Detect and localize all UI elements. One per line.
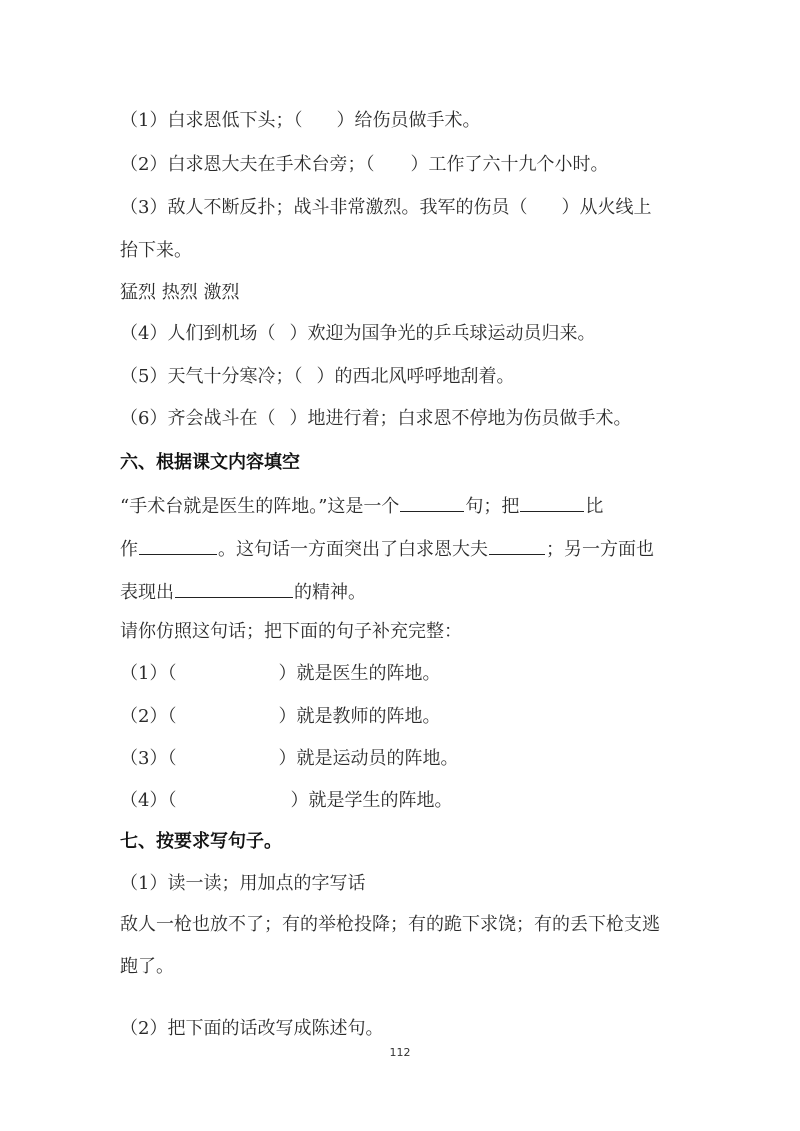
q6-line-2: 作 。这句话一方面突出了白求恩大夫 ；另一方面也 — [120, 536, 700, 562]
section-6-heading: 六、根据课文内容填空 — [120, 452, 300, 473]
fill-blank[interactable] — [520, 493, 584, 512]
q5-item-1: （1）白求恩低下头；（ ）给伤员做手术。 — [120, 110, 481, 131]
fill-blank[interactable] — [175, 579, 293, 598]
q5-item-2: （2）白求恩大夫在手术台旁；（ ）工作了六十九个小时。 — [120, 154, 609, 175]
q5-item-5: （5）天气十分寒冷；（ ）的西北风呼呼地刮着。 — [120, 366, 515, 387]
q7-sentence-line-1: 敌人一枪也放不了；有的举枪投降；有的跪下求饶；有的丢下枪支逃 — [120, 914, 660, 935]
q5-item-3-continuation: 抬下来。 — [120, 240, 192, 261]
page-number: 112 — [389, 1046, 411, 1059]
q7-sub-2: （2）把下面的话改写成陈述句。 — [120, 1018, 384, 1039]
section-7-heading: 七、按要求写句子。 — [120, 831, 282, 852]
q7-sentence-line-2: 跑了。 — [120, 956, 174, 977]
q6-item-4: （4）（ ）就是学生的阵地。 — [120, 790, 453, 811]
q6-line-1: “手术台就是医生的阵地。”这是一个 句；把 比 — [120, 493, 700, 519]
word-bank: 猛烈 热烈 激烈 — [120, 282, 240, 303]
q6-instruction: 请你仿照这句话；把下面的句子补充完整： — [120, 621, 462, 642]
q6-item-1: （1）（ ）就是医生的阵地。 — [120, 663, 441, 684]
q6-item-3: （3）（ ）就是运动员的阵地。 — [120, 748, 459, 769]
q6-item-2: （2）（ ）就是教师的阵地。 — [120, 706, 441, 727]
fill-blank[interactable] — [400, 493, 464, 512]
fill-blank[interactable] — [489, 536, 545, 555]
fill-blank[interactable] — [139, 536, 217, 555]
q6-line-3: 表现出 的精神。 — [120, 579, 700, 605]
q5-item-6: （6）齐会战斗在（ ）地进行着；白求恩不停地为伤员做手术。 — [120, 408, 632, 429]
q5-item-3: （3）敌人不断反扑；战斗非常激烈。我军的伤员（ ）从火线上 — [120, 197, 652, 218]
q5-item-4: （4）人们到机场（ ）欢迎为国争光的乒乓球运动员归来。 — [120, 323, 596, 344]
q7-sub-1: （1）读一读；用加点的字写话 — [120, 873, 366, 894]
